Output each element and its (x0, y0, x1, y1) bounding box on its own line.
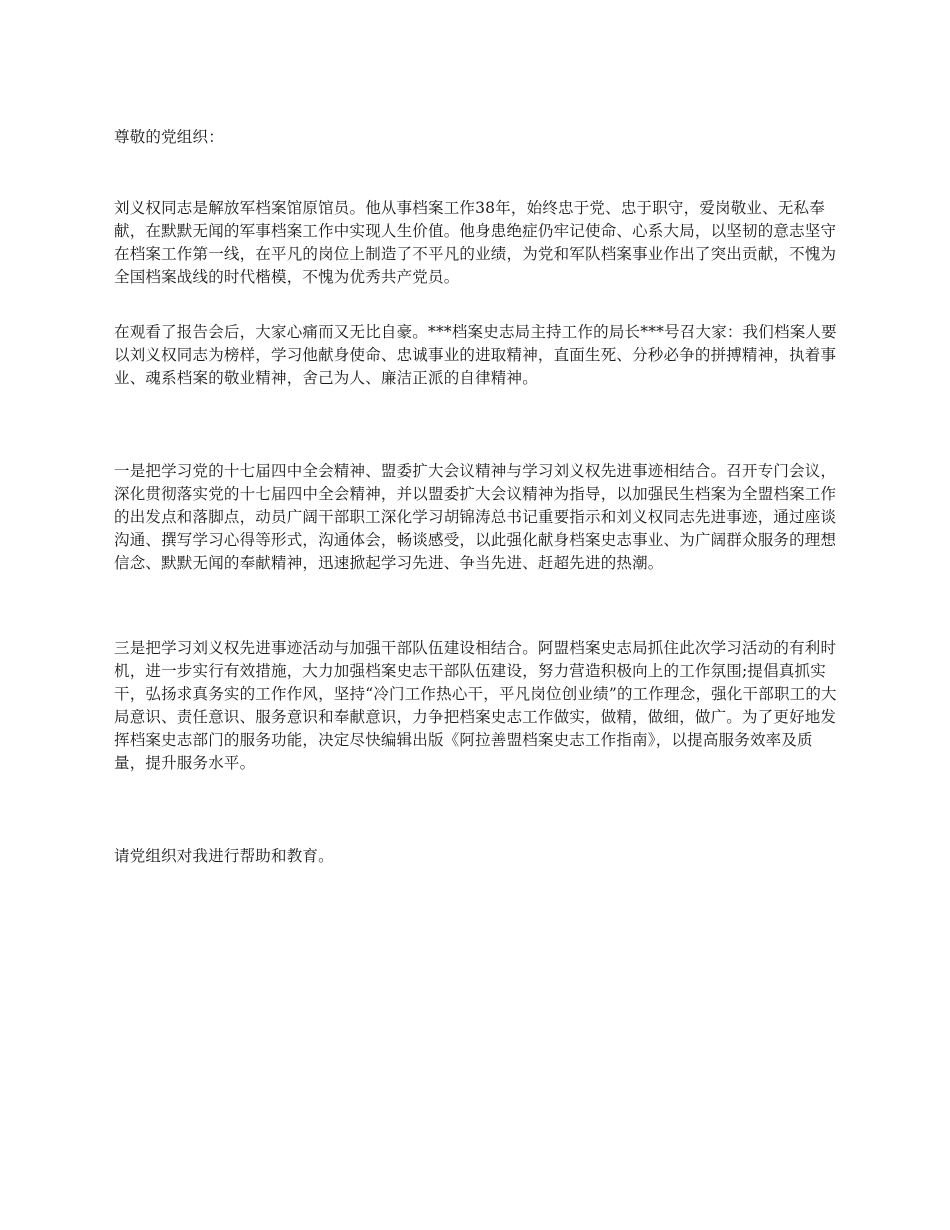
greeting: 尊敬的党组织： (114, 128, 224, 146)
paragraph-point-one: 一是把学习党的十七届四中全会精神、盟委扩大会议精神与学习刘义权先进事迹相结合。召开专门会议，深化贯彻落实党的十七届四中全会精神，并以盟委扩大会议精神为指导，以加强民生档案为全盟档案工作的出发点和落脚点，动员广阔干部职工深化学习胡锦涛总书记重要指示和刘义权同志先进事迹，通过座谈沟通、撰写学习心得等形式，沟通体会，畅谈感受，以此强化献身档案史志事业、为广阔群众服务的理想信念、默默无闻的奉献精神，迅速掀起学习先进、争当先进、赶超先进的热潮。 (114, 462, 837, 572)
closing-line: 请党组织对我进行帮助和教育。 (114, 847, 334, 865)
paragraph-introduction: 刘义权同志是解放军档案馆原馆员。他从事档案工作38年，始终忠于党、忠于职守，爱岗敬业、无私奉献，在默默无闻的军事档案工作中实现人生价值。他身患绝症仍牢记使命、心系大局，以坚韧的意志坚守在档案工作第一线，在平凡的岗位上制造了不平凡的业绩，为党和军队档案事业作出了突出贡献，不愧为全国档案战线的时代楷模，不愧为优秀共产党员。 (114, 199, 837, 286)
paragraph-point-three: 三是把学习刘义权先进事迹活动与加强干部队伍建设相结合。阿盟档案史志局抓住此次学习活动的有利时机，进一步实行有效措施，大力加强档案史志干部队伍建设，努力营造积极向上的工作氛围;提倡真抓实干，弘扬求真务实的工作作风，坚持“冷门工作热心干，平凡岗位创业绩”的工作理念，强化干部职工的大局意识、责任意识、服务意识和奉献意识，力争把档案史志工作做实，做精，做细，做广。为了更好地发挥档案史志部门的服务功能，决定尽快编辑出版《阿拉善盟档案史志工作指南》，以提高服务效率及质量，提升服务水平。 (114, 639, 837, 772)
paragraph-reaction: 在观看了报告会后，大家心痛而又无比自豪。***档案史志局主持工作的局长***号召大家：我们档案人要以刘义权同志为榜样，学习他献身使命、忠诚事业的进取精神，直面生死、分秒必争的拼搏精神，执着事业、魂系档案的敬业精神，舍己为人、廉洁正派的自律精神。 (114, 323, 837, 387)
